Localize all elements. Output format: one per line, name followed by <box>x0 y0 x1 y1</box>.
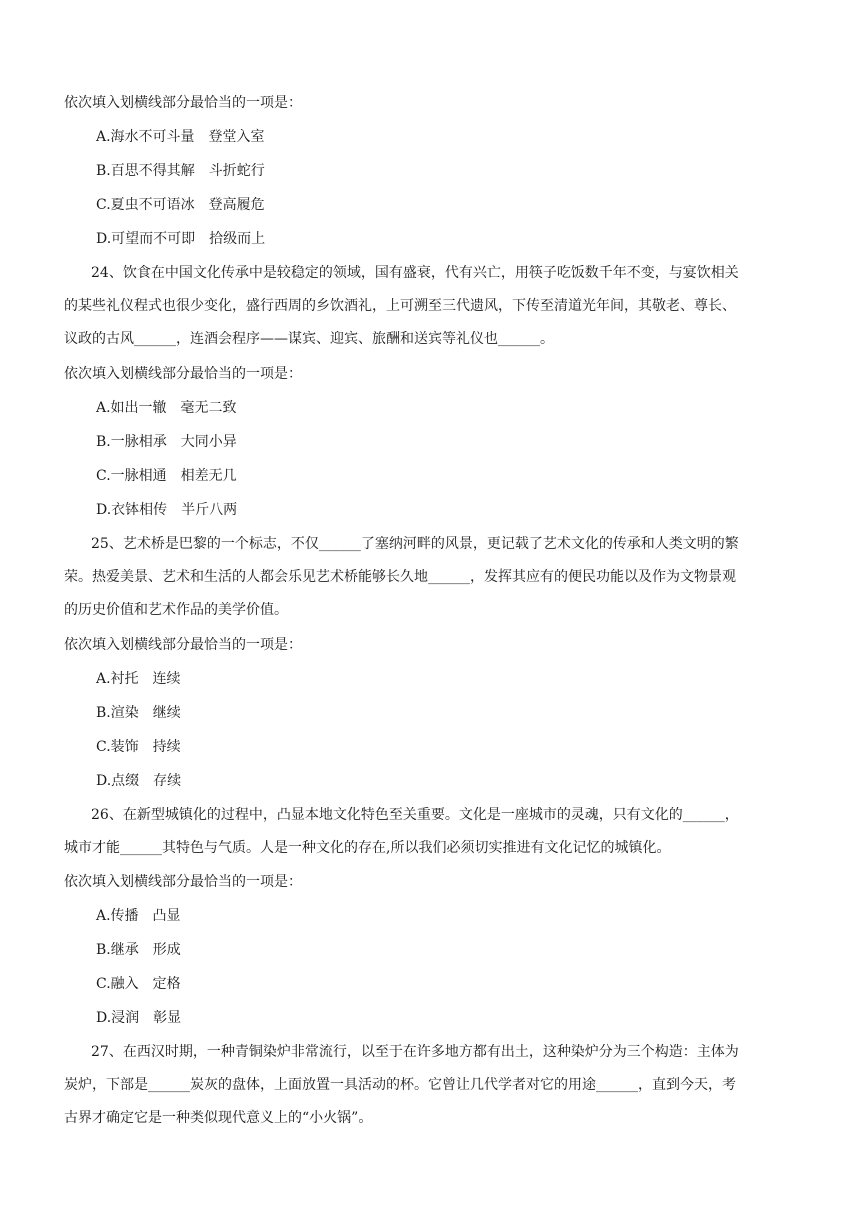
question-25-prompt: 依次填入划横线部分最恰当的一项是： <box>64 637 302 653</box>
question-24-line-1: 24、饮食在中国文化传承中是较稳定的领域，国有盛衰，代有兴亡，用筷子吃饭数千年不变，与宴饮相关 <box>91 265 739 281</box>
question-27-line-3: 古界才确定它是一种类似现代意义上的“小火锅”。 <box>64 1110 373 1126</box>
question-26-option-d: D.浸润 彰显 <box>96 1010 182 1026</box>
question-prompt: 依次填入划横线部分最恰当的一项是： <box>64 95 302 111</box>
question-24-prompt: 依次填入划横线部分最恰当的一项是： <box>64 366 302 382</box>
question-26-line-1: 26、在新型城镇化的过程中，凸显本地文化特色至关重要。文化是一座城市的灵魂，只有文化的______， <box>91 807 739 823</box>
question-25-line-3: 的历史价值和艺术作品的美学价值。 <box>64 602 288 618</box>
question-26-prompt: 依次填入划横线部分最恰当的一项是： <box>64 874 302 890</box>
question-25-option-a: A.衬托 连续 <box>96 671 181 687</box>
question-24-option-d: D.衣钵相传 半斤八两 <box>96 502 238 518</box>
question-25-line-2: 荣。热爱美景、艺术和生活的人都会乐见艺术桥能够长久地______，发挥其应有的便民功能以及作为文物景观 <box>64 569 736 585</box>
question-25-option-d: D.点缀 存续 <box>96 773 182 789</box>
option-c: C.夏虫不可语冰 登高履危 <box>96 197 265 213</box>
question-26-option-c: C.融入 定格 <box>96 976 181 992</box>
question-25-option-c: C.装饰 持续 <box>96 739 181 755</box>
option-b: B.百思不得其解 斗折蛇行 <box>96 163 265 179</box>
question-25-line-1: 25、艺术桥是巴黎的一个标志，不仅______了塞纳河畔的风景，更记载了艺术文化的传承和人类文明的繁 <box>91 536 739 552</box>
question-26-option-a: A.传播 凸显 <box>96 908 181 924</box>
question-24-option-b: B.一脉相承 大同小异 <box>96 434 237 450</box>
question-27-line-1: 27、在西汉时期，一种青铜染炉非常流行，以至于在许多地方都有出土，这种染炉分为三个构造：主体为 <box>91 1044 739 1060</box>
option-a: A.海水不可斗量 登堂入室 <box>96 129 265 145</box>
question-26-line-2: 城市才能______其特色与气质。人是一种文化的存在,所以我们必须切实推进有文化记忆的城镇化。 <box>64 840 671 856</box>
option-d: D.可望而不可即 拾级而上 <box>96 231 266 247</box>
question-24-line-3: 议政的古风______，连酒会程序——谋宾、迎宾、旅酬和送宾等礼仪也______。 <box>64 331 554 347</box>
question-26-option-b: B.继承 形成 <box>96 942 181 958</box>
question-24-option-c: C.一脉相通 相差无几 <box>96 468 237 484</box>
question-25-option-b: B.渲染 继续 <box>96 705 181 721</box>
question-27-line-2: 炭炉，下部是______炭灰的盘体，上面放置一具活动的杯。它曾让几代学者对它的用途______，直到今天，考 <box>64 1077 736 1093</box>
question-24-option-a: A.如出一辙 毫无二致 <box>96 400 237 416</box>
question-24-line-2: 的某些礼仪程式也很少变化，盛行西周的乡饮酒礼，上可溯至三代遗风，下传至清道光年间，其敬老、尊长、 <box>64 298 736 314</box>
